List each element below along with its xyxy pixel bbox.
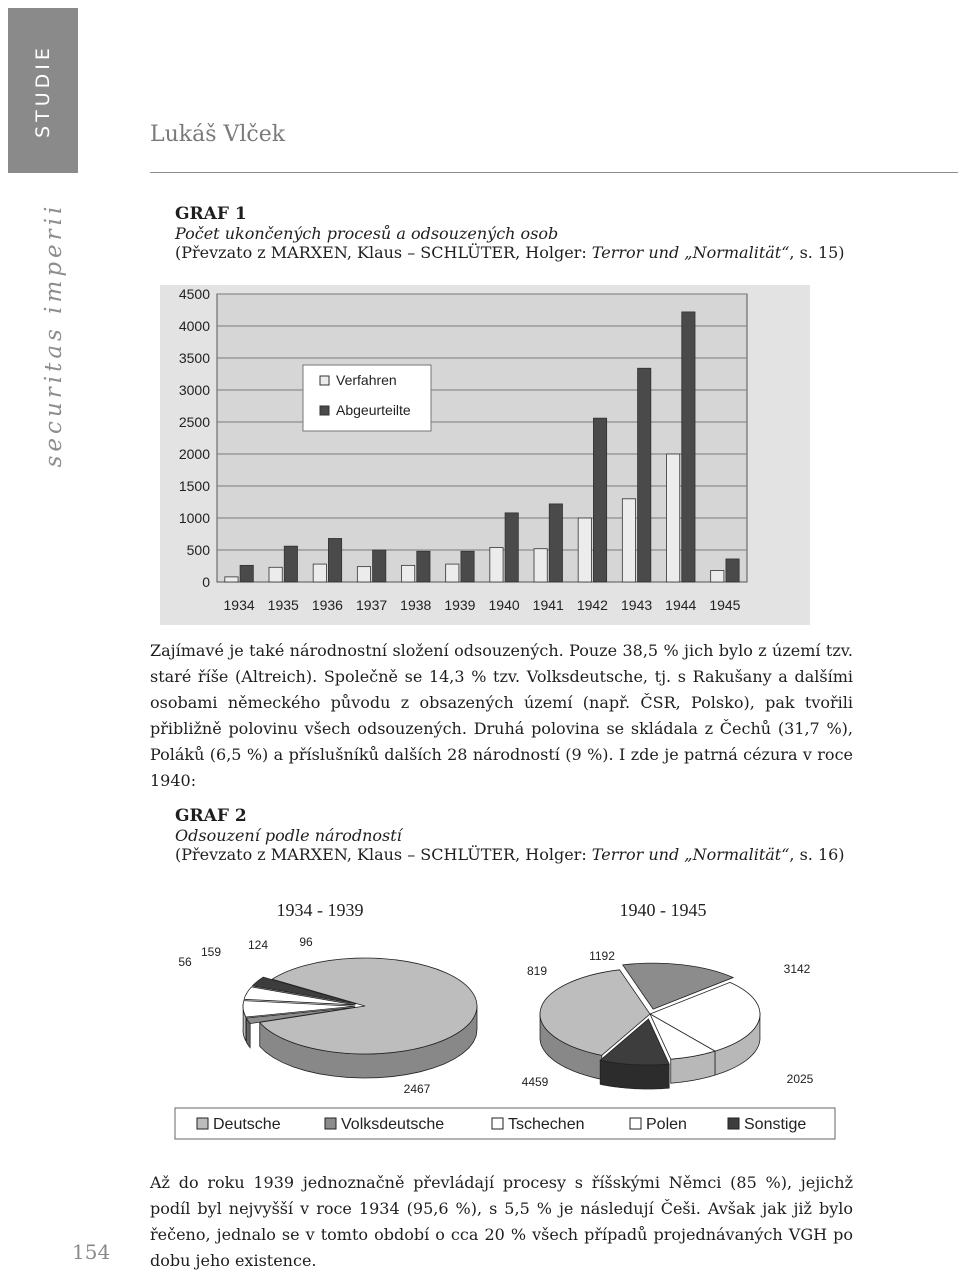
pie1-value-label-sonstige: 96	[299, 935, 313, 949]
section-tab-label: STUDIE	[32, 43, 54, 138]
bar-abgeurteilte-1935	[284, 546, 297, 582]
paragraph-1: Zajímavé je také národnostní složení odsouzených. Pouze 38,5 % jich bylo z území tzv. staré říše (Altreich). Společně se 14,3 % tzv. Volksdeutsche, tj. s Rakušany a dalšími osobami německého původu z obsazených území (např. ČSR, Polsko), pak tvořili přibližně polovinu všech odsouzených. Druhá polovina se skládala z Čechů (31,7 %), Poláků (6,5 %) a příslušníků dalších 28 národností (9 %). I zde je patrná cézura v roce 1940:	[150, 641, 853, 790]
graf2-source-pre: (Převzato z MARXEN, Klaus – SCHLÜTER, Holger:	[175, 845, 592, 864]
page-number: 154	[72, 1240, 111, 1264]
bar-verfahren-1935	[269, 567, 282, 582]
paragraph-2: Až do roku 1939 jednoznačně převládají procesy s říšskými Němci (85 %), jejichž podíl byl nejvyšší v roce 1934 (95,6 %), s 5,5 % je následují Češi. Avšak jak již bylo řečeno, jednalo se v tomto období o cca 20 % všech případů projednávaných VGH po dobu jeho existence.	[150, 1173, 853, 1270]
pie2-value-label-deutsche: 4459	[521, 1075, 549, 1089]
pie1-value-label-tschechen: 159	[200, 945, 222, 959]
graf1-heading	[175, 204, 935, 262]
y-tick-label: 500	[186, 542, 210, 558]
y-tick-label: 0	[202, 574, 210, 590]
bar-abgeurteilte-1944	[682, 312, 695, 582]
y-tick-label: 3000	[178, 382, 210, 398]
bar-abgeurteilte-1942	[593, 418, 606, 582]
graf2-pie-charts	[165, 893, 840, 1148]
pie2-value-label-tschechen: 3142	[783, 962, 811, 976]
y-tick-label: 1000	[178, 510, 210, 526]
bar-abgeurteilte-1938	[417, 551, 430, 582]
graf1-source	[175, 243, 935, 262]
legend-label-abgeurteilte: Abgeurteilte	[336, 402, 411, 418]
legend-swatch-volksdeutsche	[325, 1118, 336, 1129]
graf2-source	[175, 845, 935, 864]
pie2-title: 1940 - 1945	[619, 900, 707, 920]
x-tick-label: 1942	[576, 597, 608, 613]
y-tick-label: 1500	[178, 478, 210, 494]
x-tick-label: 1940	[488, 597, 520, 613]
graf1-source-pre: (Převzato z MARXEN, Klaus – SCHLÜTER, Holger:	[175, 243, 592, 262]
pie1-title: 1934 - 1939	[276, 900, 364, 920]
graf2-source-title: Terror und „Normalität“	[591, 845, 790, 864]
legend-swatch-polen	[630, 1118, 641, 1129]
x-tick-label: 1943	[621, 597, 653, 613]
bar-verfahren-1944	[667, 454, 680, 582]
bar-verfahren-1939	[446, 564, 459, 582]
pie1-value-label-deutsche: 2467	[403, 1082, 431, 1096]
bar-verfahren-1941	[534, 549, 547, 582]
bar-abgeurteilte-1934	[240, 565, 253, 582]
journal-name-label: securitas imperii	[41, 202, 67, 468]
bar-abgeurteilte-1939	[461, 551, 474, 582]
legend-swatch-verfahren	[320, 376, 329, 385]
legend-label-polen: Polen	[646, 1116, 687, 1133]
x-tick-label: 1944	[665, 597, 697, 613]
graf2-legend	[175, 1108, 835, 1139]
x-tick-label: 1945	[709, 597, 741, 613]
graf1-legend	[303, 365, 431, 431]
author-name: Lukáš Vlček	[150, 122, 286, 147]
graf1-source-post: , s. 15)	[789, 243, 845, 262]
legend-swatch-tschechen	[492, 1118, 503, 1129]
pie2-value-label-polen: 819	[526, 964, 548, 978]
bar-abgeurteilte-1940	[505, 513, 518, 582]
legend-label-sonstige: Sonstige	[744, 1116, 807, 1133]
legend-swatch-abgeurteilte	[320, 406, 329, 415]
bar-verfahren-1943	[622, 499, 635, 582]
legend-label-deutsche: Deutsche	[213, 1116, 281, 1133]
x-tick-label: 1938	[400, 597, 432, 613]
x-tick-label: 1934	[223, 597, 255, 613]
journal-name	[14, 190, 94, 480]
y-tick-label: 2500	[178, 414, 210, 430]
bar-verfahren-1938	[402, 565, 415, 582]
y-tick-label: 4000	[178, 318, 210, 334]
legend-label-verfahren: Verfahren	[336, 372, 397, 388]
section-tab	[8, 8, 78, 173]
graf1-source-title: Terror und „Normalität“	[591, 243, 790, 262]
graf2-subtitle: Odsouzení podle národností	[175, 826, 402, 845]
bar-abgeurteilte-1945	[726, 559, 739, 582]
pie2-value-label-sonstige: 1192	[589, 949, 615, 963]
x-tick-label: 1939	[444, 597, 476, 613]
legend-label-tschechen: Tschechen	[508, 1116, 585, 1133]
graf2-heading	[175, 806, 935, 864]
x-tick-label: 1936	[311, 597, 343, 613]
y-tick-label: 4500	[178, 286, 210, 302]
x-tick-label: 1935	[267, 597, 299, 613]
y-tick-label: 2000	[178, 446, 210, 462]
bar-abgeurteilte-1943	[638, 368, 651, 582]
x-tick-label: 1941	[532, 597, 564, 613]
graf1-title: GRAF 1	[175, 204, 247, 224]
header-divider	[150, 172, 958, 173]
graf1-bar-chart	[160, 285, 810, 625]
y-tick-label: 3500	[178, 350, 210, 366]
pie1-value-label-polen: 124	[247, 938, 269, 952]
x-tick-label: 1937	[356, 597, 388, 613]
bar-verfahren-1934	[225, 577, 238, 582]
bar-verfahren-1942	[578, 518, 591, 582]
bar-verfahren-1936	[313, 564, 326, 582]
pie2-value-label-volksdeutsche: 2025	[786, 1072, 814, 1086]
legend-label-volksdeutsche: Volksdeutsche	[341, 1116, 445, 1133]
bar-verfahren-1940	[490, 547, 503, 582]
graf1-subtitle: Počet ukončených procesů a odsouzených osob	[175, 224, 559, 243]
graf2-source-post: , s. 16)	[789, 845, 845, 864]
graf2-title: GRAF 2	[175, 806, 247, 826]
pie1-value-label-volksdeutsche: 56	[178, 955, 192, 969]
bar-abgeurteilte-1941	[549, 504, 562, 582]
legend-swatch-deutsche	[197, 1118, 208, 1129]
bar-verfahren-1945	[711, 570, 724, 582]
bar-abgeurteilte-1936	[328, 538, 341, 582]
bar-verfahren-1937	[357, 567, 370, 582]
legend-swatch-sonstige	[728, 1118, 739, 1129]
bar-abgeurteilte-1937	[373, 550, 386, 582]
